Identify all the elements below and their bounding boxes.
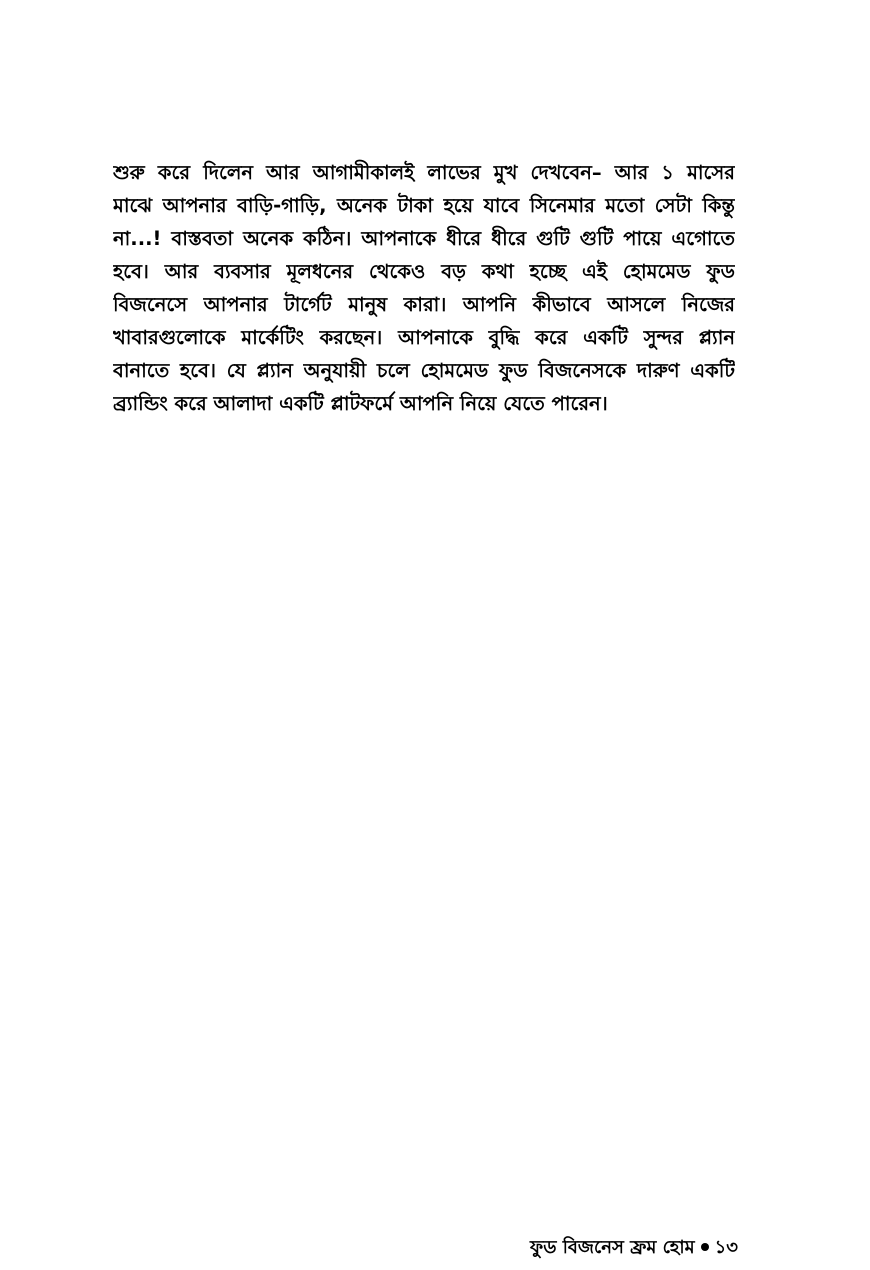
bullet-separator-icon: [701, 1243, 709, 1251]
paragraph-line-4: হবে। আর ব্যবসার মূলধনের থেকেও বড় কথা হচ্ছে এই হোমমেড ফুড: [113, 260, 735, 283]
running-title: ফুড বিজনেস ফ্রম হোম: [530, 1237, 695, 1258]
paragraph-line-7: বানাতে হবে। যে প্ল্যান অনুযায়ী চলে হোমমেড ফুড বিজনেসকে দারুণ একটি: [113, 359, 735, 382]
paragraph-line-3: না...! বাস্তবতা অনেক কঠিন। আপনাকে ধীরে ধীরে গুটি গুটি পায়ে এগোতে: [113, 227, 735, 250]
page-footer: [530, 1233, 738, 1263]
paragraph-line-8: ব্র্যান্ডিং করে আলাদা একটি প্লাটফর্মে আপনি নিয়ে যেতে পারেন।: [113, 392, 608, 415]
paragraph-line-5: বিজনেসে আপনার টার্গেট মানুষ কারা। আপনি কীভাবে আসলে নিজের: [113, 293, 735, 316]
body-paragraph: [113, 156, 735, 420]
paragraph-line-6: খাবারগুলোকে মার্কেটিং করছেন। আপনাকে বুদ্ধি করে একটি সুন্দর প্ল্যান: [113, 326, 735, 349]
paragraph-line-1: শুরু করে দিলেন আর আগামীকালই লাভের মুখ দেখবেন– আর ১ মাসের: [113, 161, 735, 184]
paragraph-line-2: মাঝে আপনার বাড়ি-গাড়ি, অনেক টাকা হয়ে যাবে সিনেমার মতো সেটা কিন্তু: [113, 194, 735, 217]
page-number: ১৩: [714, 1237, 738, 1258]
